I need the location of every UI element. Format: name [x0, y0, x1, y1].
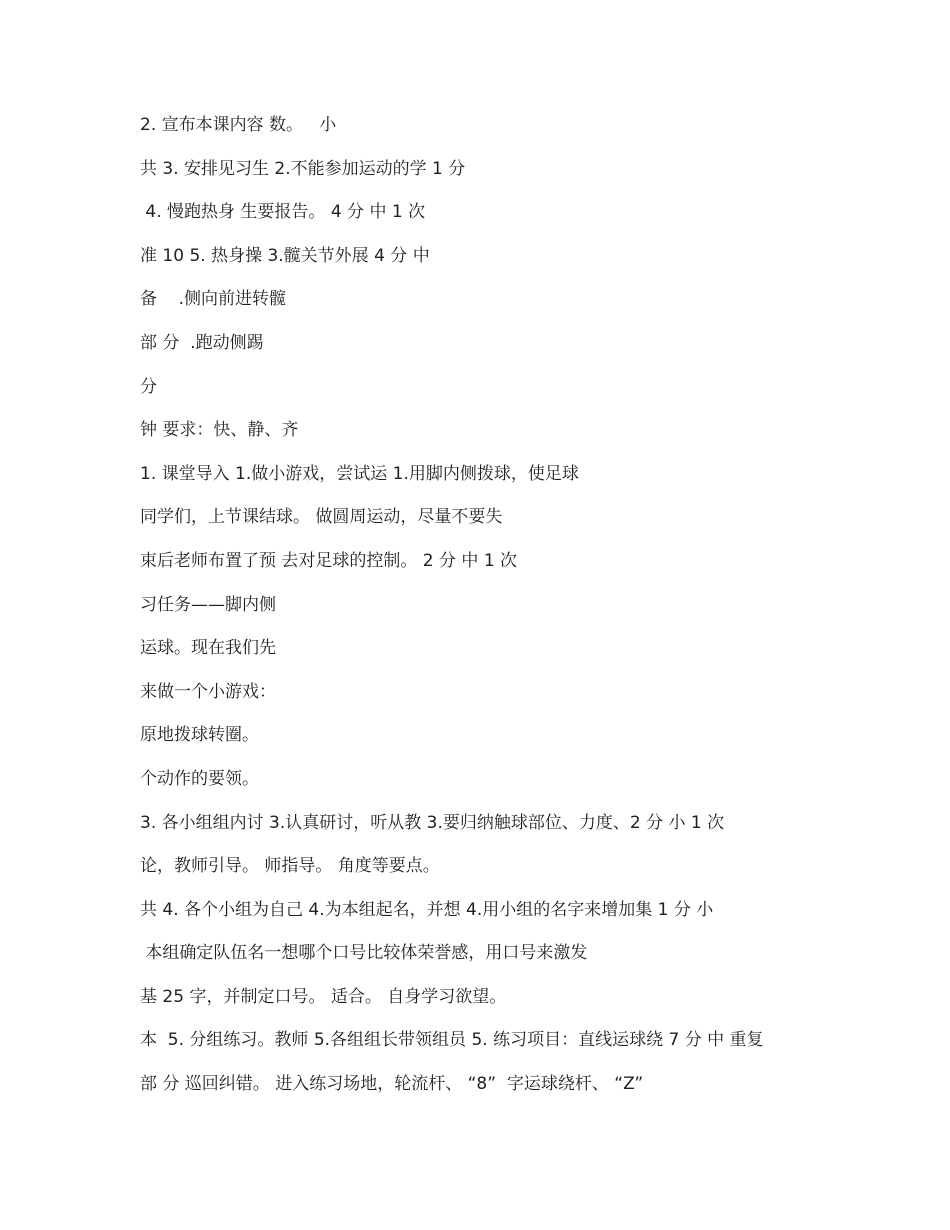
- text-line-12: 习任务——脚内侧: [140, 594, 276, 615]
- text-line-19: 共 4. 各个小组为自己 4.为本组起名，并想 4.用小组的名字来增加集 1 分 小: [140, 899, 714, 920]
- text-line-5: 备 .侧向前进转髋: [140, 289, 287, 310]
- text-line-17: 3. 各小组组内讨 3.认真研讨，听从教 3.要归纳触球部位、力度、2 分 小 1 次: [140, 812, 725, 833]
- text-line-9: 1. 课堂导入 1.做小游戏，尝试运 1.用脚内侧拨球，使足球: [140, 463, 579, 484]
- text-line-15: 原地拨球转圈。: [140, 725, 259, 746]
- text-line-13: 运球。现在我们先: [140, 638, 276, 659]
- text-line-4: 准 10 5. 热身操 3.髋关节外展 4 分 中: [140, 245, 430, 266]
- text-line-7: 分: [140, 376, 157, 397]
- text-line-14: 来做一个小游戏：: [140, 681, 276, 702]
- document-body: [140, 113, 840, 1116]
- text-line-16: 个动作的要领。: [140, 768, 259, 789]
- text-line-18: 论，教师引导。 师指导。 角度等要点。: [140, 856, 440, 877]
- text-line-11: 束后老师布置了预 去对足球的控制。 2 分 中 1 次: [140, 550, 518, 571]
- text-line-10: 同学们，上节课结球。 做圆周运动，尽量不要失: [140, 507, 503, 528]
- text-line-21: 基 25 字，并制定口号。 适合。 自身学习欲望。: [140, 986, 507, 1007]
- text-line-1: 2. 宣布本课内容 数。 小: [140, 115, 337, 135]
- text-line-6: 部 分 .跑动侧踢: [140, 332, 264, 353]
- text-line-23: 部 分 巡回纠错。 进入练习场地，轮流杆、 “8” 字运球绕杆、 “Z”: [140, 1074, 644, 1095]
- text-line-8: 钟 要求：快、静、齐: [140, 420, 299, 441]
- text-line-3: 4. 慢跑热身 生要报告。 4 分 中 1 次: [140, 202, 426, 223]
- text-line-20: 本组确定队伍名一想哪个口号比较体荣誉感，用口号来激发: [140, 943, 588, 964]
- text-line-2: 共 3. 安排见习生 2.不能参加运动的学 1 分: [140, 158, 466, 179]
- text-line-22: 本 5. 分组练习。教师 5.各组组长带领组员 5. 练习项目：直线运球绕 7 分 中 重复: [140, 1030, 764, 1051]
